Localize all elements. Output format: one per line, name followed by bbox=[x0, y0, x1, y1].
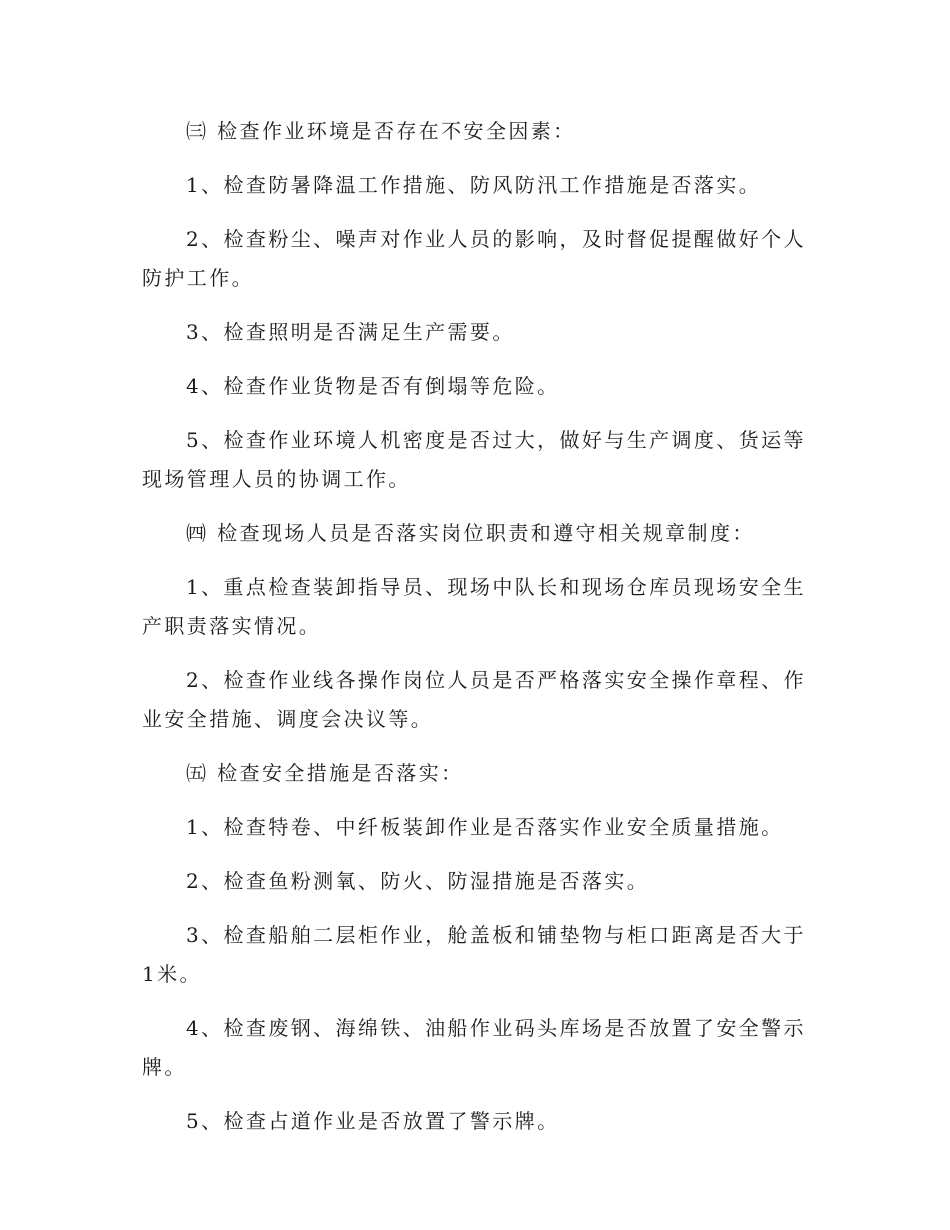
list-item: 1、重点检查装卸指导员、现场中队长和现场仓库员现场安全生产职责落实情况。 bbox=[142, 575, 806, 638]
document-body bbox=[142, 112, 808, 1156]
list-item: 5、检查作业环境人机密度是否过大，做好与生产调度、货运等现场管理人员的协调工作。 bbox=[142, 428, 806, 491]
list-item: 2、检查粉尘、噪声对作业人员的影响，及时督促提醒做好个人防护工作。 bbox=[142, 227, 806, 290]
list-item: 3、检查照明是否满足生产需要。 bbox=[186, 320, 515, 344]
list-item: 3、检查船舶二层柜作业，舱盖板和铺垫物与柜口距离是否大于1米。 bbox=[142, 923, 806, 986]
list-item: 2、检查鱼粉测氧、防火、防湿措施是否落实。 bbox=[186, 869, 650, 893]
list-item: 2、检查作业线各操作岗位人员是否严格落实安全操作章程、作业安全措施、调度会决议等。 bbox=[142, 668, 806, 731]
list-item: 5、检查占道作业是否放置了警示牌。 bbox=[186, 1109, 560, 1133]
list-item: 1、检查防暑降温工作措施、防风防汛工作措施是否落实。 bbox=[186, 173, 762, 197]
list-item: 1、检查特卷、中纤板装卸作业是否落实作业安全质量措施。 bbox=[186, 815, 784, 839]
section-heading-5: ㈤ 检查安全措施是否落实： bbox=[186, 761, 464, 785]
section-heading-4: ㈣ 检查现场人员是否落实岗位职责和遵守相关规章制度： bbox=[186, 521, 755, 545]
list-item: 4、检查作业货物是否有倒塌等危险。 bbox=[186, 374, 560, 398]
list-item: 4、检查废钢、海绵铁、油船作业码头库场是否放置了安全警示牌。 bbox=[142, 1016, 806, 1079]
section-heading-3: ㈢ 检查作业环境是否存在不安全因素： bbox=[186, 119, 576, 143]
